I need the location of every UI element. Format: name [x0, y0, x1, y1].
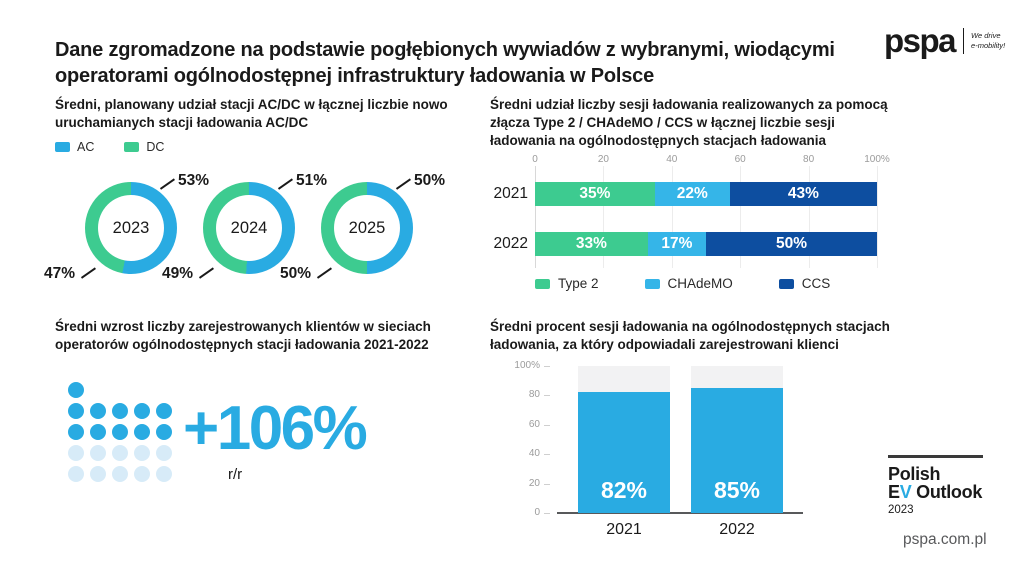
stacked-bar-row: [535, 182, 877, 206]
x-axis-tick-label: 40: [666, 154, 678, 165]
x-axis-tick-label: 100%: [864, 154, 890, 165]
bar-segment-type2: [535, 232, 648, 256]
donut-hole: [216, 195, 282, 261]
donut-leader-line: [317, 267, 332, 279]
x-axis-tick-label: 20: [597, 154, 609, 165]
bar-segment-value: 50%: [775, 235, 807, 252]
donut-dc-value: 50%: [280, 265, 312, 282]
y-axis-tick: [544, 395, 550, 396]
pspa-tagline: We drive e-mobility!: [971, 30, 1006, 50]
dot-pale: [112, 445, 128, 461]
bar-segment-value: 33%: [575, 235, 607, 252]
logo-year: 2023: [888, 504, 914, 517]
y-axis-tick-label: 60: [528, 418, 540, 430]
bar-year-label: 2022: [493, 235, 528, 252]
legend-label: CCS: [801, 276, 831, 291]
y-axis-tick-label: 20: [528, 477, 540, 489]
y-axis-tick: [544, 513, 550, 514]
kpi-title: Średni wzrost liczby zarejestrowanych klientów w sieciach operatorów ogólnodostępnych stacji ładowania 2021-2022: [55, 319, 431, 353]
legend-label: Type 2: [558, 276, 599, 291]
kpi-value: +106%: [183, 394, 366, 463]
legend-item-ac: AC: [55, 140, 94, 154]
logo-line1: Polish: [888, 463, 941, 484]
y-axis-tick: [544, 454, 550, 455]
dot-pale: [134, 445, 150, 461]
y-axis-tick-label: 40: [528, 448, 540, 460]
dot-solid: [68, 424, 84, 440]
donut-leader-line: [199, 267, 214, 279]
stacked-bar-chart: [490, 150, 902, 300]
stacked-chart-legend: [535, 276, 830, 291]
donut-year-label: 2023: [112, 218, 150, 237]
logo-rule: [888, 455, 983, 458]
ac-color-swatch: [55, 142, 70, 152]
x-axis-tick-label: 80: [803, 154, 815, 165]
dot-pale: [156, 445, 172, 461]
dot-solid: [90, 424, 106, 440]
bar-segment-chademo: [648, 232, 706, 256]
legend-color-swatch: [645, 279, 660, 289]
website-url: pspa.com.pl: [903, 531, 987, 548]
x-axis-category-label: 2021: [606, 521, 642, 538]
legend-item-dc: DC: [124, 140, 164, 154]
dot-solid: [68, 382, 84, 398]
dc-color-swatch: [124, 142, 139, 152]
donut-ac-value: 50%: [414, 172, 446, 189]
bar-year-label: 2021: [493, 185, 528, 202]
donut-chart-row: [44, 170, 446, 286]
bar-segment-value: 43%: [787, 185, 819, 202]
dot-solid: [90, 403, 106, 419]
y-axis-tick: [544, 484, 550, 485]
bar-segment-chademo: [655, 182, 730, 206]
x-axis-gridline: [877, 166, 878, 268]
bar-2021: [578, 392, 670, 513]
pspa-wordmark: pspa: [884, 22, 956, 59]
y-axis-tick-label: 80: [528, 389, 540, 401]
bar-segment-type2: [535, 182, 655, 206]
bar-2022: [691, 388, 783, 513]
dot-solid: [156, 424, 172, 440]
dot-solid: [112, 424, 128, 440]
legend-label: CHAdeMO: [667, 276, 733, 291]
pspa-logo: [884, 24, 1005, 57]
dot-pale: [112, 466, 128, 482]
dot-pale: [68, 445, 84, 461]
donut-year-label: 2025: [348, 218, 386, 237]
y-axis-tick-label: 0: [534, 507, 540, 518]
y-axis-tick: [544, 425, 550, 426]
stacked-chart-title: Średni udział liczby sesji ładowania realizowanych za pomocą złącza Type 2 / CHAdeMO / CCS w łącznej liczbie sesji ładowania na ogólnodostępnych stacjach ładowania: [490, 97, 888, 149]
legend-item-chademo: [645, 276, 733, 291]
bar-segment-ccs: [706, 232, 877, 256]
bar-segment-value: 22%: [676, 185, 708, 202]
x-axis-tick-label: 60: [734, 154, 746, 165]
column-chart-title: Średni procent sesji ładowania na ogólnodostępnych stacjach ładowania, za który odpowiadali zarejestrowani klienci: [490, 319, 890, 353]
legend-item-ccs: [779, 276, 831, 291]
donut-year-label: 2024: [230, 218, 268, 237]
donut-dc-value: 49%: [162, 265, 194, 282]
bar-value-label: 82%: [600, 476, 648, 503]
dot-pale: [134, 466, 150, 482]
dot-solid: [134, 424, 150, 440]
column-chart: [490, 358, 830, 558]
donut-hole: [98, 195, 164, 261]
dot-pale: [90, 466, 106, 482]
stacked-bar-row: [535, 232, 877, 256]
donut-leader-line: [396, 178, 411, 190]
y-axis-tick-label: 100%: [514, 360, 540, 371]
dot-solid: [68, 403, 84, 419]
donut-chart-legend: [55, 140, 164, 154]
legend-color-swatch: [535, 279, 550, 289]
bar-segment-value: 17%: [661, 235, 693, 252]
x-axis-category-label: 2022: [719, 521, 755, 538]
bar-segment-ccs: [730, 182, 877, 206]
donut-dc-value: 47%: [44, 265, 76, 282]
logo-divider: [963, 28, 964, 54]
dot-pale: [90, 445, 106, 461]
bar-segment-value: 35%: [579, 185, 611, 202]
page-title: Dane zgromadzone na podstawie pogłębionych wywiadów z wybranymi, wiodącymi operatorami ogólnodostępnej infrastruktury ładowania w Polsce: [55, 39, 835, 88]
logo-line2: EV Outlook: [888, 482, 983, 503]
x-axis-tick-label: 0: [532, 154, 538, 165]
dot-matrix-graphic: [68, 382, 188, 492]
donut-ac-value: 53%: [178, 172, 210, 189]
legend-item-type2: [535, 276, 599, 291]
donut-chart-title: Średni, planowany udział stacji AC/DC w łącznej liczbie nowo uruchamianych stacji ładowania AC/DC: [55, 97, 448, 131]
donut-leader-line: [278, 178, 293, 190]
legend-color-swatch: [779, 279, 794, 289]
dot-solid: [134, 403, 150, 419]
donut-leader-line: [81, 267, 96, 279]
polish-ev-outlook-logo: [888, 455, 998, 516]
donut-hole: [334, 195, 400, 261]
logo-ev-v: V: [899, 482, 912, 503]
y-axis-tick: [544, 366, 550, 367]
dot-solid: [156, 403, 172, 419]
dot-pale: [156, 466, 172, 482]
donut-ac-value: 51%: [296, 172, 328, 189]
kpi-unit-note: r/r: [228, 466, 243, 483]
donut-leader-line: [160, 178, 175, 190]
dot-solid: [112, 403, 128, 419]
dot-pale: [68, 466, 84, 482]
bar-value-label: 85%: [713, 476, 761, 503]
